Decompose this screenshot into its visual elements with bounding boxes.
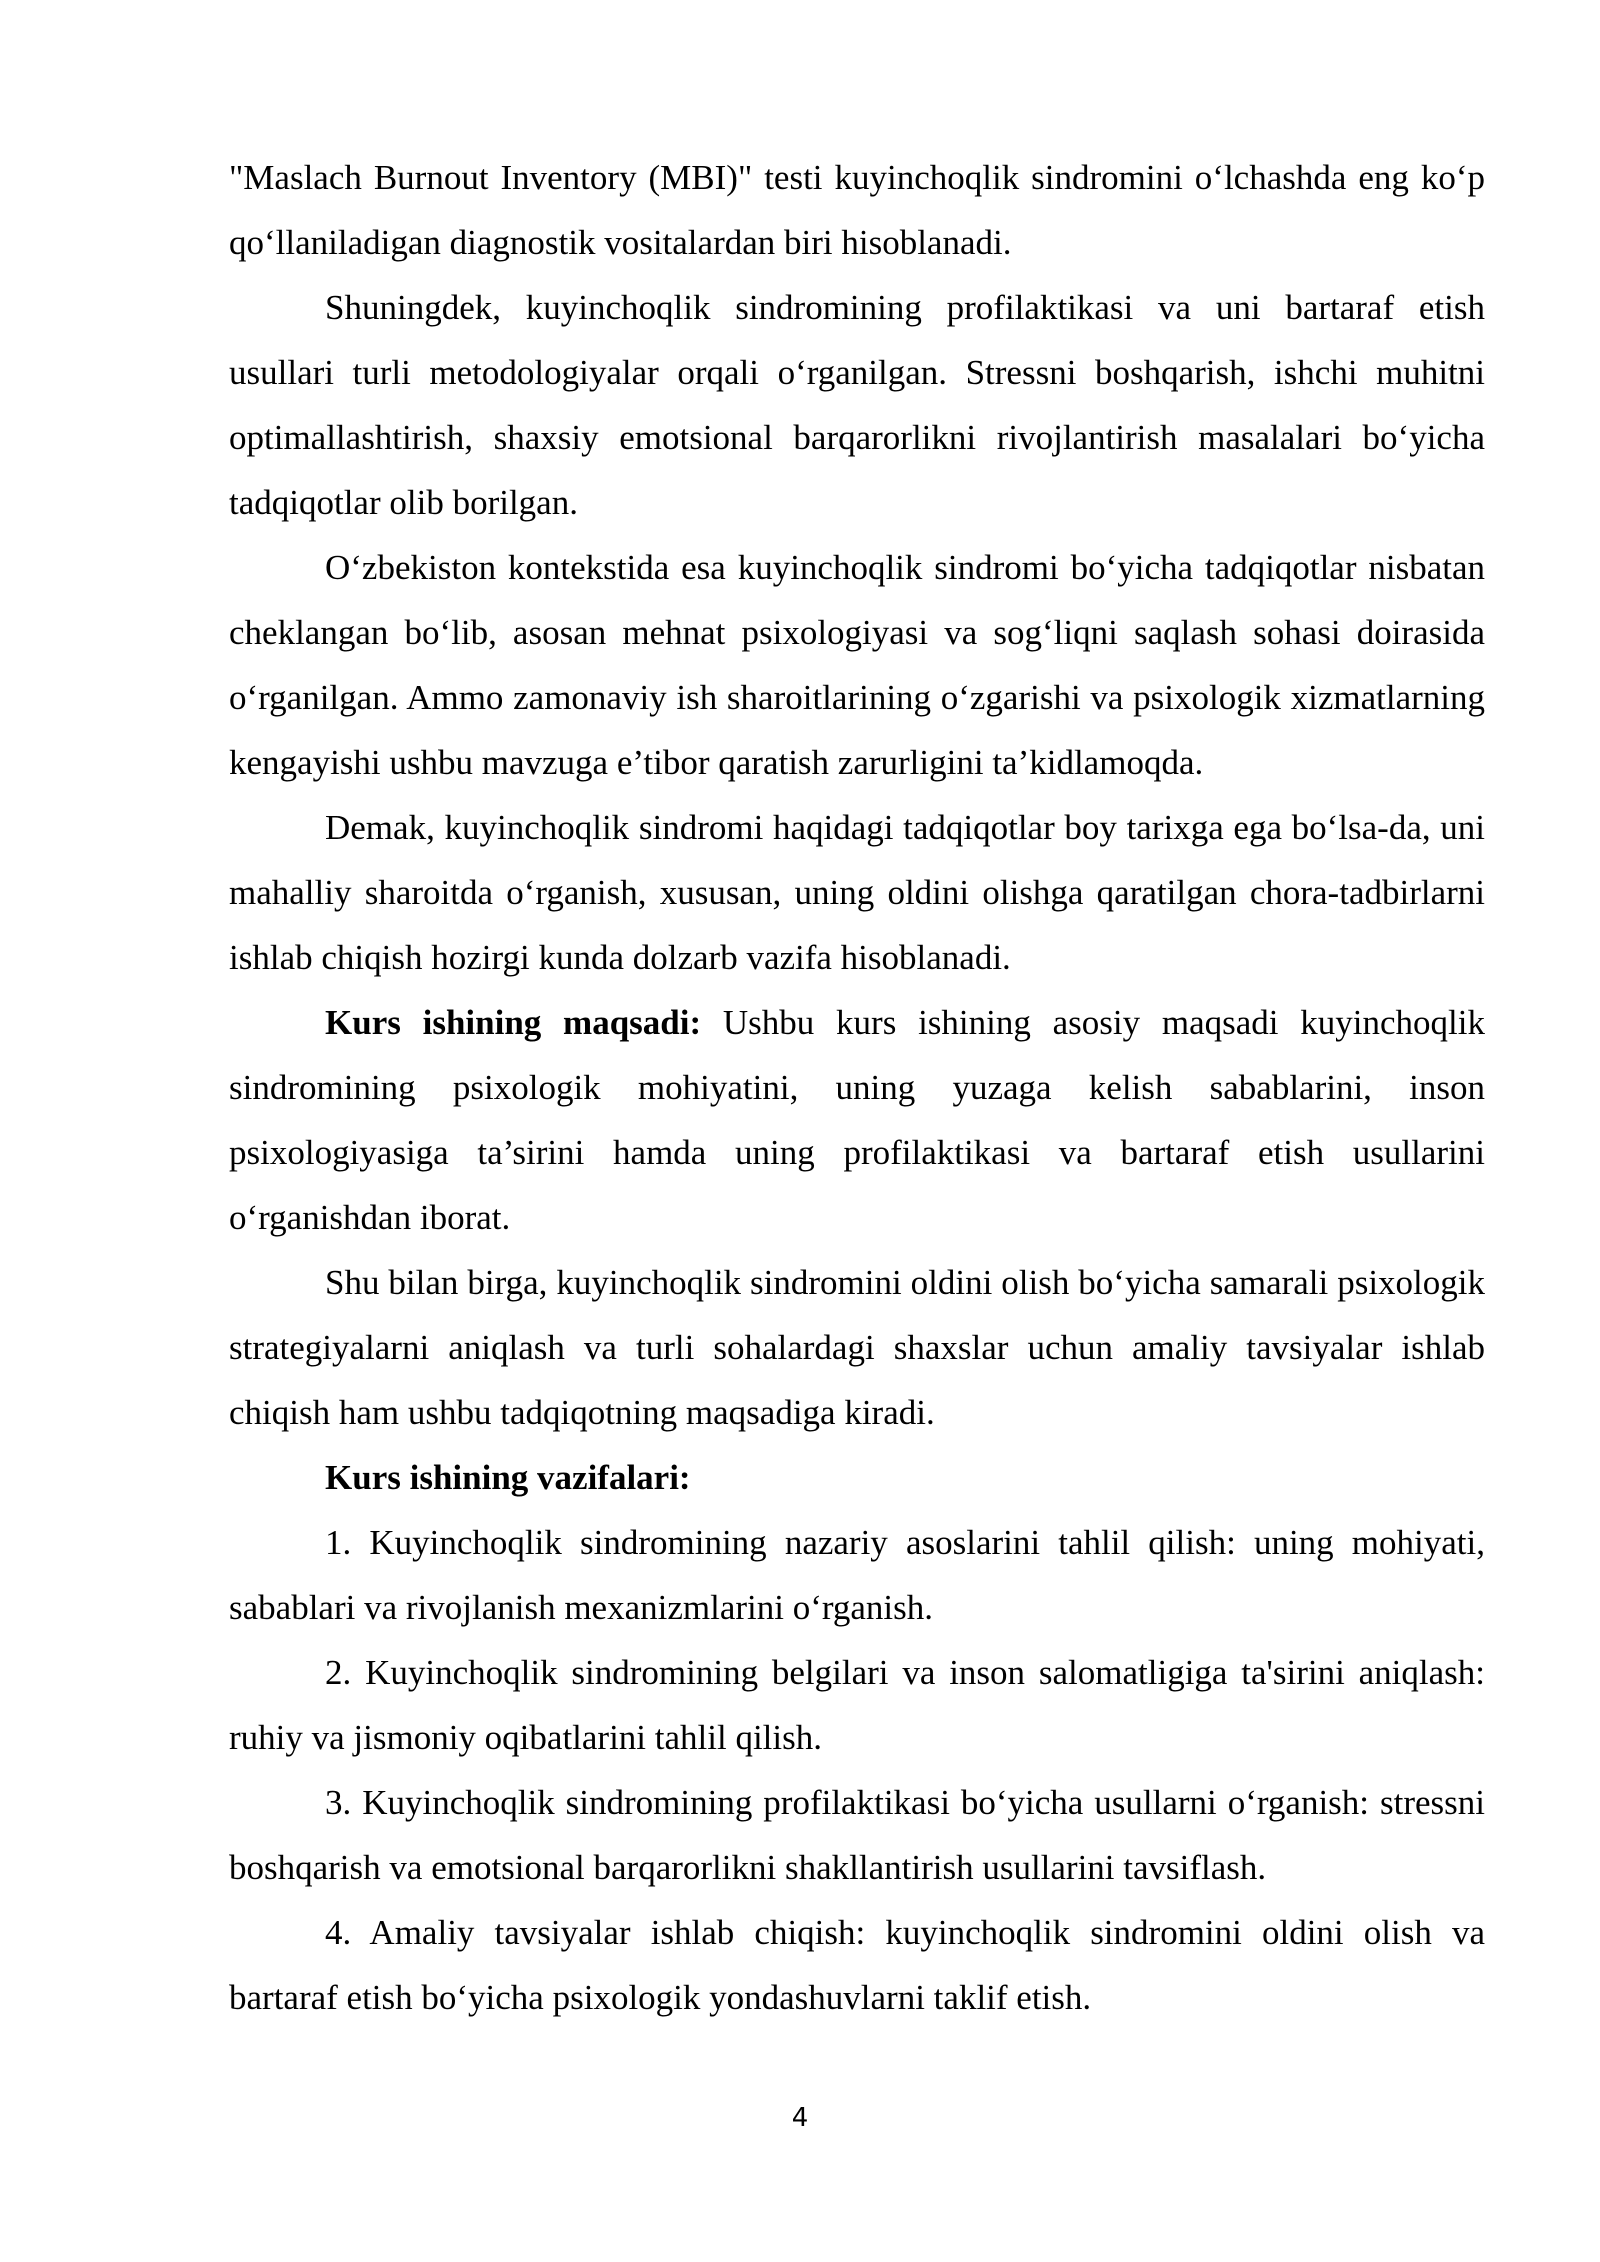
paragraph-text: Shuningdek, kuyinchoqlik sindromining profilaktikasi va uni bartaraf etish usullari turli metodologiyalar orqali oʻrganilgan. Stressni boshqarish, ishchi muhitni optimallashtirish, shaxsiy emotsional barqarorlikni rivojlantirish masalalari boʻyicha tadqiqotlar olib borilgan.	[229, 288, 1485, 522]
paragraph-uzbekiston	[229, 535, 1485, 795]
section-heading-vazifalar	[229, 1445, 1485, 1510]
maqsad-label: Kurs ishining maqsadi:	[325, 1003, 702, 1042]
task-text: 2. Kuyinchoqlik sindromining belgilari va inson salomatligiga ta'sirini aniqlash: ruhiy va jismoniy oqibatlarini tahlil qilish.	[229, 1653, 1485, 1757]
paragraph-profilaktika	[229, 275, 1485, 535]
task-item-4	[229, 1900, 1485, 2030]
page-number: 4	[791, 2103, 809, 2133]
paragraph-shu-bilan	[229, 1250, 1485, 1445]
paragraph-text: Ushbu kurs ishining asosiy maqsadi kuyinchoqlik sindromining psixologik mohiyatini, uning yuzaga kelish sabablarini, inson psixologiyasiga ta’sirini hamda uning profilaktikasi va bartaraf etish usullarini oʻrganishdan iborat.	[229, 1003, 1485, 1237]
task-item-2	[229, 1640, 1485, 1770]
paragraph-text: "Maslach Burnout Inventory (MBI)" testi kuyinchoqlik sindromini oʻlchashda eng koʻp qoʻllaniladigan diagnostik vositalardan biri hisoblanadi.	[229, 158, 1485, 262]
paragraph-maqsad	[229, 990, 1485, 1250]
page-body	[229, 145, 1485, 2030]
task-item-1	[229, 1510, 1485, 1640]
paragraph-text: Demak, kuyinchoqlik sindromi haqidagi tadqiqotlar boy tarixga ega boʻlsa-da, uni mahalliy sharoitda oʻrganish, xususan, uning oldini olishga qaratilgan chora-tadbirlarni ishlab chiqish hozirgi kunda dolzarb vazifa hisoblanadi.	[229, 808, 1485, 977]
task-item-3	[229, 1770, 1485, 1900]
paragraph-demak	[229, 795, 1485, 990]
task-text: 3. Kuyinchoqlik sindromining profilaktikasi boʻyicha usullarni oʻrganish: stressni boshqarish va emotsional barqarorlikni shakllantirish usullarini tavsiflash.	[229, 1783, 1485, 1887]
task-text: 4. Amaliy tavsiyalar ishlab chiqish: kuyinchoqlik sindromini oldini olish va bartaraf etish boʻyicha psixologik yondashuvlarni taklif etish.	[229, 1913, 1485, 2017]
task-text: 1. Kuyinchoqlik sindromining nazariy asoslarini tahlil qilish: uning mohiyati, sabablari va rivojlanish mexanizmlarini oʻrganish.	[229, 1523, 1485, 1627]
heading-text: Kurs ishining vazifalari:	[325, 1458, 691, 1497]
paragraph-text: Shu bilan birga, kuyinchoqlik sindromini oldini olish boʻyicha samarali psixologik strategiyalarni aniqlash va turli sohalardagi shaxslar uchun amaliy tavsiyalar ishlab chiqish ham ushbu tadqiqotning maqsadiga kiradi.	[229, 1263, 1485, 1432]
paragraph-text: Oʻzbekiston kontekstida esa kuyinchoqlik sindromi boʻyicha tadqiqotlar nisbatan cheklangan boʻlib, asosan mehnat psixologiyasi va sogʻliqni saqlash sohasi doirasida oʻrganilgan. Ammo zamonaviy ish sharoitlarining oʻzgarishi va psixologik xizmatlarning kengayishi ushbu mavzuga e’tibor qaratish zarurligini ta’kidlamoqda.	[229, 548, 1485, 782]
paragraph-mbi	[229, 145, 1485, 275]
